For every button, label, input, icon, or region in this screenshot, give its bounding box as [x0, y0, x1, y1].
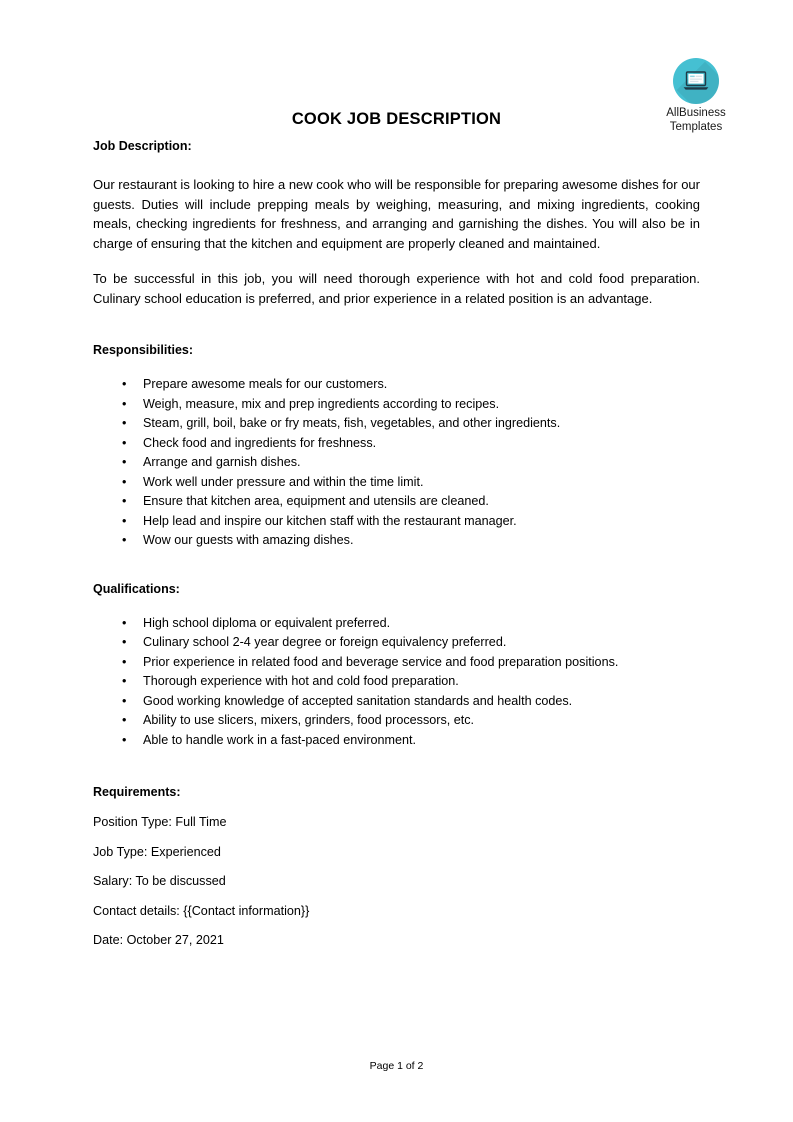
- responsibilities-heading: Responsibilities:: [93, 343, 194, 357]
- page-footer: Page 1 of 2: [369, 1060, 424, 1072]
- bullet-icon: •: [122, 713, 127, 727]
- list-item-label: Wow our guests with amazing dishes.: [143, 533, 354, 547]
- job-description-heading: Job Description:: [93, 139, 192, 153]
- list-item-label: Culinary school 2-4 year degree or foreign equivalency preferred.: [143, 635, 507, 649]
- document-body: [93, 138, 700, 951]
- requirement-contact-details: Contact details: {{Contact information}}: [93, 903, 310, 918]
- bullet-icon: •: [122, 474, 127, 489]
- list-item: [93, 614, 700, 634]
- list-item: [93, 692, 700, 712]
- bullet-icon: •: [122, 635, 127, 649]
- bullet-icon: •: [122, 396, 127, 411]
- bullet-icon: •: [122, 513, 127, 528]
- list-item-label: Steam, grill, boil, bake or fry meats, fish, vegetables, and other ingredients.: [143, 416, 561, 430]
- list-item-label: Thorough experience with hot and cold food preparation.: [143, 674, 459, 688]
- bullet-icon: •: [122, 494, 127, 508]
- bullet-icon: •: [122, 455, 127, 469]
- list-item: [93, 492, 700, 512]
- list-item: [93, 414, 700, 434]
- bullet-icon: •: [122, 674, 127, 688]
- brand-name-line2: Templates: [669, 120, 723, 133]
- list-item: [93, 512, 700, 532]
- list-item-label: Work well under pressure and within the time limit.: [143, 474, 424, 489]
- list-item: [93, 731, 700, 751]
- list-item-label: High school diploma or equivalent preferred.: [143, 615, 391, 630]
- intro-paragraph-1: Our restaurant is looking to hire a new cook who will be responsible for preparing awesome dishes for our guests. Duties will include prepping meals by weighing, measuring, and mixing ingredients, cooking meals, checking ingredients for freshness, and arranging and garnishing the dishes. You will also be in charge of ensuring that the kitchen and equipment are properly cleaned and maintained.: [93, 177, 700, 251]
- requirement-date: Date: October 27, 2021: [93, 933, 224, 947]
- list-item: [93, 473, 700, 493]
- list-item: [93, 711, 700, 731]
- list-item-label: Ability to use slicers, mixers, grinders, food processors, etc.: [143, 713, 475, 727]
- bullet-icon: •: [122, 615, 127, 630]
- list-item: [93, 653, 700, 673]
- list-item: [93, 395, 700, 415]
- qualifications-list: [93, 614, 700, 751]
- requirement-salary: Salary: To be discussed: [93, 874, 226, 888]
- requirement-position-type: Position Type: Full Time: [93, 815, 227, 829]
- list-item: [93, 375, 700, 395]
- list-item-label: Check food and ingredients for freshness.: [143, 435, 377, 450]
- list-item-label: Help lead and inspire our kitchen staff with the restaurant manager.: [143, 513, 517, 528]
- list-item: [93, 453, 700, 473]
- list-item-label: Good working knowledge of accepted sanitation standards and health codes.: [143, 693, 573, 708]
- bullet-icon: •: [122, 435, 127, 450]
- list-item-label: Prepare awesome meals for our customers.: [143, 377, 388, 391]
- bullet-icon: •: [122, 693, 127, 708]
- bullet-icon: •: [122, 533, 127, 547]
- list-item-label: Weigh, measure, mix and prep ingredients according to recipes.: [143, 396, 500, 411]
- brand-name-line1: AllBusiness: [666, 107, 726, 119]
- intro-paragraph-2: To be successful in this job, you will need thorough experience with hot and cold food preparation. Culinary school education is preferred, and prior experience in a related position is an advantage.: [93, 271, 700, 306]
- requirement-job-type: Job Type: Experienced: [93, 844, 221, 859]
- bullet-icon: •: [122, 416, 127, 430]
- responsibilities-list: [93, 375, 700, 551]
- laptop-icon: [673, 58, 719, 104]
- list-item: [93, 633, 700, 653]
- bullet-icon: •: [122, 732, 127, 747]
- list-item-label: Prior experience in related food and beverage service and food preparation positions.: [143, 654, 619, 669]
- requirements-heading: Requirements:: [93, 785, 181, 799]
- qualifications-heading: Qualifications:: [93, 581, 180, 596]
- bullet-icon: •: [122, 654, 127, 669]
- list-item: [93, 672, 700, 692]
- list-item-label: Arrange and garnish dishes.: [143, 455, 301, 469]
- bullet-icon: •: [122, 377, 127, 391]
- page-title: COOK JOB DESCRIPTION: [291, 110, 502, 128]
- list-item: [93, 531, 700, 551]
- list-item-label: Ensure that kitchen area, equipment and utensils are cleaned.: [143, 494, 489, 508]
- list-item-label: Able to handle work in a fast-paced environment.: [143, 732, 417, 747]
- list-item: [93, 434, 700, 454]
